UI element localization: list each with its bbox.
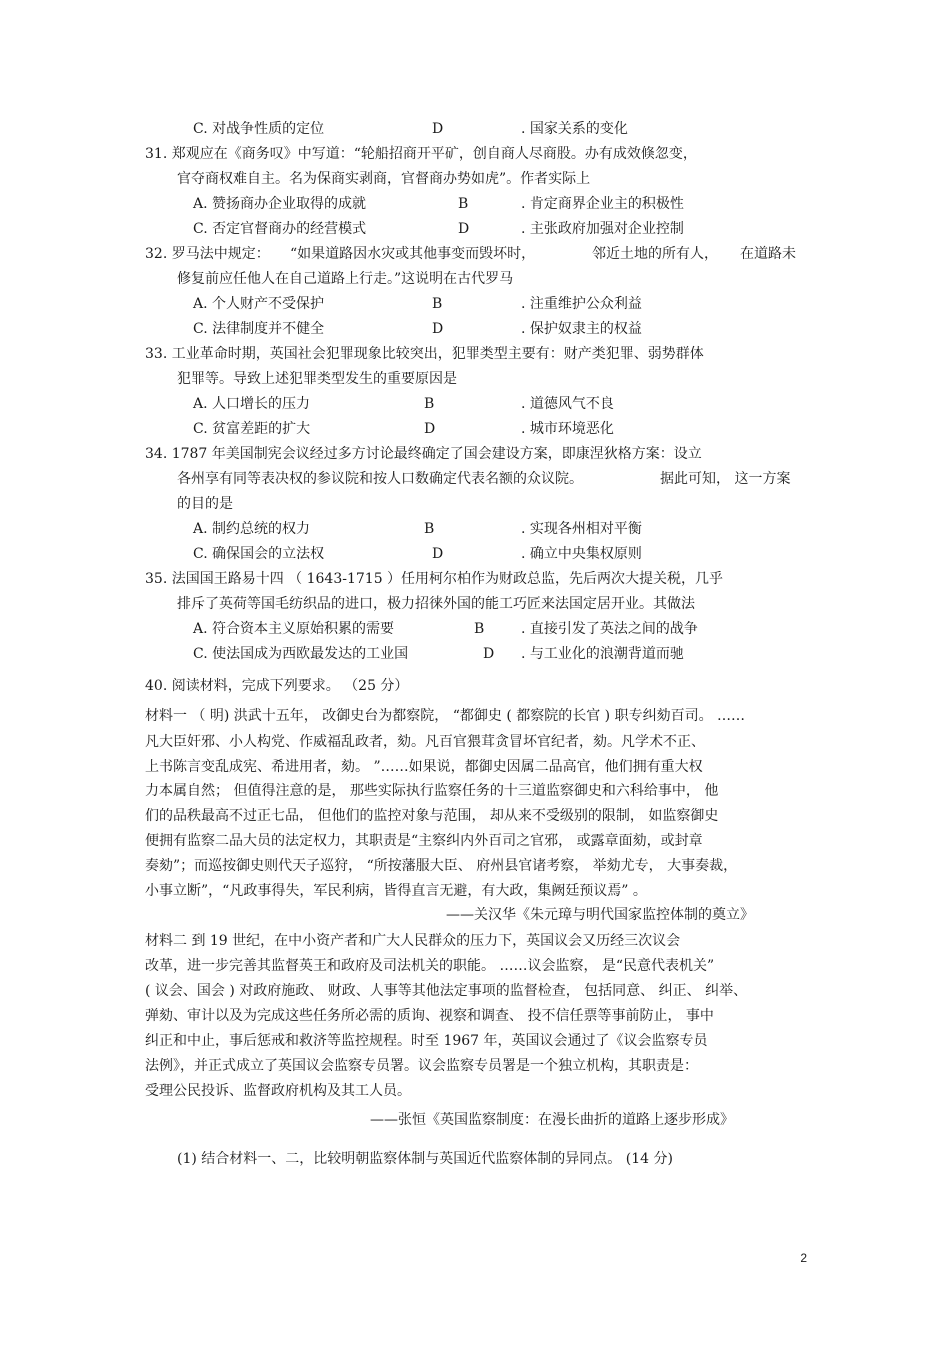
q34-stem-line2-b: 据此可知， 这一方案 [660,471,791,487]
page-number: 2 [800,1251,807,1265]
material-1-line: 奏劾”；而巡按御史则代天子巡狩， “所按藩服大臣、 府州县官诸考察， 举劾尤专， 大事奏裁， [145,858,738,874]
q34-stem-line2-a: 各州享有同等表决权的参议院和按人口数确定代表名额的众议院。 [177,471,583,487]
material-1-line: 力本属自然； 但值得注意的是， 那些实际执行监察任务的十三道监察御史和六科给事中， 他 [145,783,719,799]
q34-option-b-text: . 实现各州相对平衡 [521,521,642,537]
q33-option-c: C. 贫富差距的扩大 [193,421,311,437]
q33-option-b-text: . 道德风气不良 [521,396,614,412]
q32-option-d-letter: D [432,321,444,337]
q33-stem-line2: 犯罪等。导致上述犯罪类型发生的重要原因是 [177,371,457,387]
q32-stem-line1-d: 在道路未 [740,246,796,262]
q31-option-b-text: . 肯定商界企业主的积极性 [521,196,684,212]
material-2-line: 弹劾、审计以及为完成这些任务所必需的质询、视察和调查、 投不信任票等事前防止， 事中 [145,1008,714,1024]
q33-stem-line1: 33. 工业革命时期，英国社会犯罪现象比较突出，犯罪类型主要有：财产类犯罪、弱势群体 [145,346,704,362]
q32-option-d-text: . 保护奴隶主的权益 [521,321,642,337]
q33-option-d-letter: D [424,421,436,437]
q32-stem-line1-b: “如果道路因水灾或其他事变而毁坏时， [290,246,536,262]
material-1-line: 上书陈言变乱成宪、希进用者，劾。 ”……如果说，都御史因属二品高官，他们拥有重大权 [145,759,703,775]
q35-option-d-text: . 与工业化的浪潮背道而驰 [521,646,684,662]
q34-option-b-letter: B [424,521,435,537]
q34-option-c: C. 确保国会的立法权 [193,546,325,562]
q40-subquestion-1: (1) 结合材料一、二，比较明朝监察体制与英国近代监察体制的异同点。 (14 分) [177,1151,673,1167]
material-1-line: 们的品秩最高不过正七品， 但他们的监控对象与范围， 却从来不受级别的限制， 如监察御史 [145,808,719,824]
q34-option-a: A. 制约总统的权力 [193,521,311,537]
q34-stem-line3: 的目的是 [177,496,233,512]
q35-option-d-letter: D [483,646,495,662]
q31-stem-line2: 官夺商权难自主。名为保商实剥商，官督商办势如虎”。作者实际上 [177,171,591,187]
q31-option-d-text: . 主张政府加强对企业控制 [521,221,684,237]
q31-stem-line1: 31. 郑观应在《商务叹》中写道：“轮船招商开平矿，创自商人尽商股。办有成效倏忽变， [145,146,697,162]
q32-stem-line1-a: 32. 罗马法中规定： [145,246,270,262]
material-1-line: 凡大臣奸邪、小人构党、作威福乱政者，劾。凡百官猥茸贪冒坏官纪者，劾。凡学术不正、 [145,734,705,750]
q33-option-d-text: . 城市环境恶化 [521,421,614,437]
q30-option-d-text: . 国家关系的变化 [521,121,628,137]
q33-option-b-letter: B [424,396,435,412]
q30-option-c: C. 对战争性质的定位 [193,121,325,137]
material-2-line: 纠正和中止，事后惩戒和救济等监控规程。时至 1967 年，英国议会通过了《议会监察专员 [145,1033,708,1049]
material-2-source: ——张恒《英国监察制度：在漫长曲折的道路上逐步形成》 [370,1112,734,1128]
material-2-line: ( 议会、国会 ) 对政府施政、 财政、人事等其他法定事项的监督检查， 包括同意、 纠正、 纠举、 [145,983,748,999]
q40-heading: 40. 阅读材料，完成下列要求。 （25 分） [145,678,409,694]
q35-option-b-letter: B [474,621,485,637]
material-1-line: 材料一 （ 明) 洪武十五年， 改御史台为都察院， “都御史 ( 都察院的长官 ) 职专纠劾百司。 …… [145,708,746,724]
material-2-line: 改革，进一步完善其监督英王和政府及司法机关的职能。 ……议会监察， 是“民意代表机关” [145,958,715,974]
q35-stem-line2: 排斥了英荷等国毛纺织品的进口，极力招徕外国的能工巧匠来法国定居开业。其做法 [177,596,695,612]
q30-option-d-letter: D [432,121,444,137]
q31-option-d-letter: D [458,221,470,237]
q35-stem-line1: 35. 法国国王路易十四 （ 1643-1715 ）任用柯尔柏作为财政总监，先后两次大提关税，几乎 [145,571,724,587]
q32-option-a: A. 个人财产不受保护 [193,296,325,312]
q31-option-c: C. 否定官督商办的经营模式 [193,221,367,237]
q34-option-d-letter: D [432,546,444,562]
material-1-source: ——关汉华《朱元璋与明代国家监控体制的奠立》 [446,907,754,923]
q32-option-b-letter: B [432,296,443,312]
material-2-line: 材料二 到 19 世纪，在中小资产者和广大人民群众的压力下，英国议会又历经三次议会 [145,933,681,949]
q34-option-d-text: . 确立中央集权原则 [521,546,642,562]
material-2-line: 受理公民投诉、监督政府机构及其工人员。 [145,1083,411,1099]
material-1-line: 便拥有监察二品大员的法定权力，其职责是“主察纠内外百司之官邪， 或露章面劾，或封章 [145,833,703,849]
q35-option-c: C. 使法国成为西欧最发达的工业国 [193,646,409,662]
q32-stem-line2: 修复前应任他人在自己道路上行走。”这说明在古代罗马 [177,271,514,287]
q31-option-a: A. 赞扬商办企业取得的成就 [193,196,367,212]
material-1-line: 小事立断”，“凡政事得失，军民利病，皆得直言无避，有大政，集阙廷预议焉” 。 [145,883,647,899]
q35-option-b-text: . 直接引发了英法之间的战争 [521,621,698,637]
q32-stem-line1-c: 邻近土地的所有人， [592,246,718,262]
q33-option-a: A. 人口增长的压力 [193,396,311,412]
q32-option-b-text: . 注重维护公众利益 [521,296,642,312]
q32-option-c: C. 法律制度并不健全 [193,321,325,337]
material-2-line: 法例》，并正式成立了英国议会监察专员署。议会监察专员署是一个独立机构，其职责是： [145,1058,698,1074]
q35-option-a: A. 符合资本主义原始积累的需要 [193,621,395,637]
q31-option-b-letter: B [458,196,469,212]
q34-stem-line1: 34. 1787 年美国制宪会议经过多方讨论最终确定了国会建设方案，即康涅狄格方案：设立 [145,446,702,462]
